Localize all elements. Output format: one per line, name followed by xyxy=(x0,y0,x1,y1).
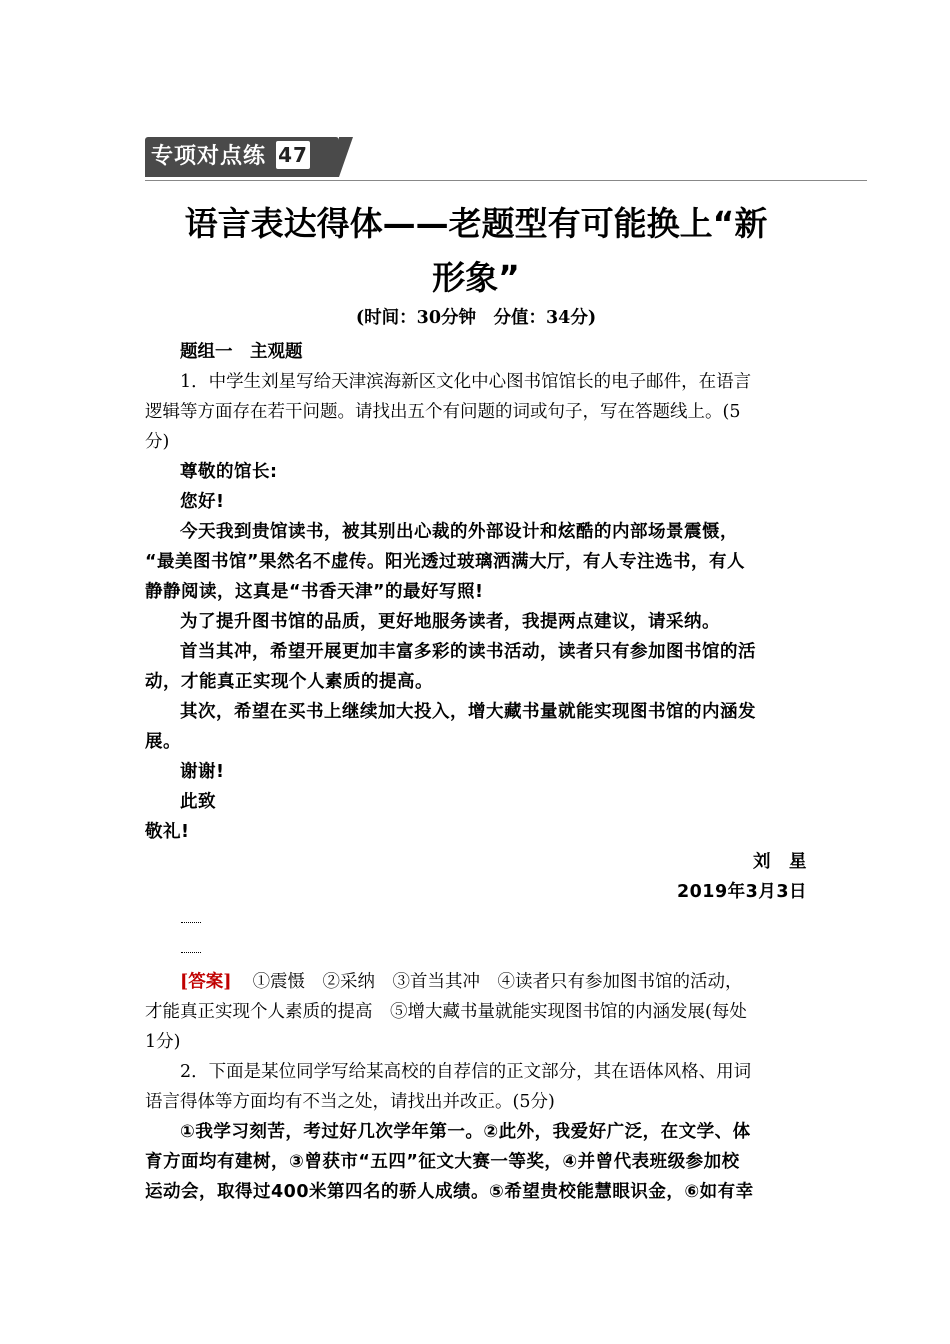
q2-stem-line-2: 语言得体等方面均有不当之处，请找出并改正。(5分) xyxy=(145,1092,555,1112)
q2-text-line-2: 育方面均有建树，③曾获市“五四”征文大赛一等奖，④并曾代表班级参加校 xyxy=(145,1152,740,1172)
q1-answer-line-1 xyxy=(145,967,807,997)
q1-answer-line-2: 才能真正实现个人素质的提高 ⑤增大藏书量就能实现图书馆的内涵发展(每处 xyxy=(145,1002,747,1022)
letter-salutation: 尊敬的馆长: xyxy=(180,462,278,482)
letter-para1-line-2: “最美图书馆”果然名不虚传。阳光透过玻璃洒满大厅，有人专注选书，有人 xyxy=(145,552,746,572)
q1-stem-line-2: 逻辑等方面存在若干问题。请找出五个有问题的词或句子，写在答题线上。(5 xyxy=(145,402,741,422)
section-tag-number: 47 xyxy=(276,141,310,169)
letter-para2: 为了提升图书馆的品质，更好地服务读者，我提两点建议，请采纳。 xyxy=(180,612,720,632)
section-tag-tail xyxy=(339,137,353,177)
q1-answer-text-1: ①震慑 ②采纳 ③首当其冲 ④读者只有参加图书馆的活动， xyxy=(252,972,743,992)
group-heading: 题组一 主观题 xyxy=(180,342,303,362)
question-2 xyxy=(145,1057,807,1207)
letter-cizhi: 此致 xyxy=(180,792,216,812)
q1-stem-line-3: 分) xyxy=(145,432,170,452)
letter-para4-line-2: 展。 xyxy=(145,732,181,752)
q2-stem-line-1: 2．下面是某位同学写给某高校的自荐信的正文部分，其在语体风格、用词 xyxy=(180,1062,752,1082)
page-title xyxy=(145,197,807,305)
letter-jingli: 敬礼! xyxy=(145,822,190,842)
document-body xyxy=(145,303,807,1207)
q1-stem-line-1: 1．中学生刘星写给天津滨海新区文化中心图书馆馆长的电子邮件，在语言 xyxy=(180,372,752,392)
letter-para4-line-1: 其次，希望在买书上继续加大投入，增大藏书量就能实现图书馆的内涵发 xyxy=(180,702,756,722)
letter-date: 2019年3月3日 xyxy=(676,882,807,902)
letter-signature: 刘 星 xyxy=(753,852,807,872)
header-rule xyxy=(145,180,867,181)
recommendation-letter xyxy=(145,1117,807,1207)
exam-meta: (时间：30分钟 分值：34分) xyxy=(355,308,597,328)
answer-blank-line xyxy=(145,907,807,937)
letter-thanks: 谢谢! xyxy=(180,762,225,782)
letter-para1-line-3: 静静阅读，这真是“书香天津”的最好写照! xyxy=(145,582,484,602)
section-tag xyxy=(145,137,339,177)
letter-para1-line-1: 今天我到贵馆读书，被其别出心裁的外部设计和炫酷的内部场景震慑， xyxy=(180,522,738,542)
answer-label: [答案] xyxy=(180,972,232,992)
answer-blank-line xyxy=(145,937,807,967)
section-header xyxy=(145,137,867,185)
letter-para3-line-1: 首当其冲，希望开展更加丰富多彩的读书活动，读者只有参加图书馆的活 xyxy=(180,642,756,662)
q1-answer-line-3: 1分) xyxy=(145,1032,181,1052)
letter-greeting: 您好! xyxy=(180,492,225,512)
letter-para3-line-2: 动，才能真正实现个人素质的提高。 xyxy=(145,672,433,692)
question-1 xyxy=(145,367,807,1057)
title-line-2: 形象” xyxy=(432,258,520,297)
q2-text-line-1: ①我学习刻苦，考过好几次学年第一。②此外，我爱好广泛，在文学、体 xyxy=(180,1122,751,1142)
title-line-1: 语言表达得体——老题型有可能换上“新 xyxy=(184,204,768,243)
q2-text-line-3: 运动会，取得过400米第四名的骄人成绩。⑤希望贵校能慧眼识金，⑥如有幸 xyxy=(145,1182,754,1202)
section-tag-label: 专项对点练 xyxy=(151,144,267,169)
email-letter xyxy=(145,457,807,907)
